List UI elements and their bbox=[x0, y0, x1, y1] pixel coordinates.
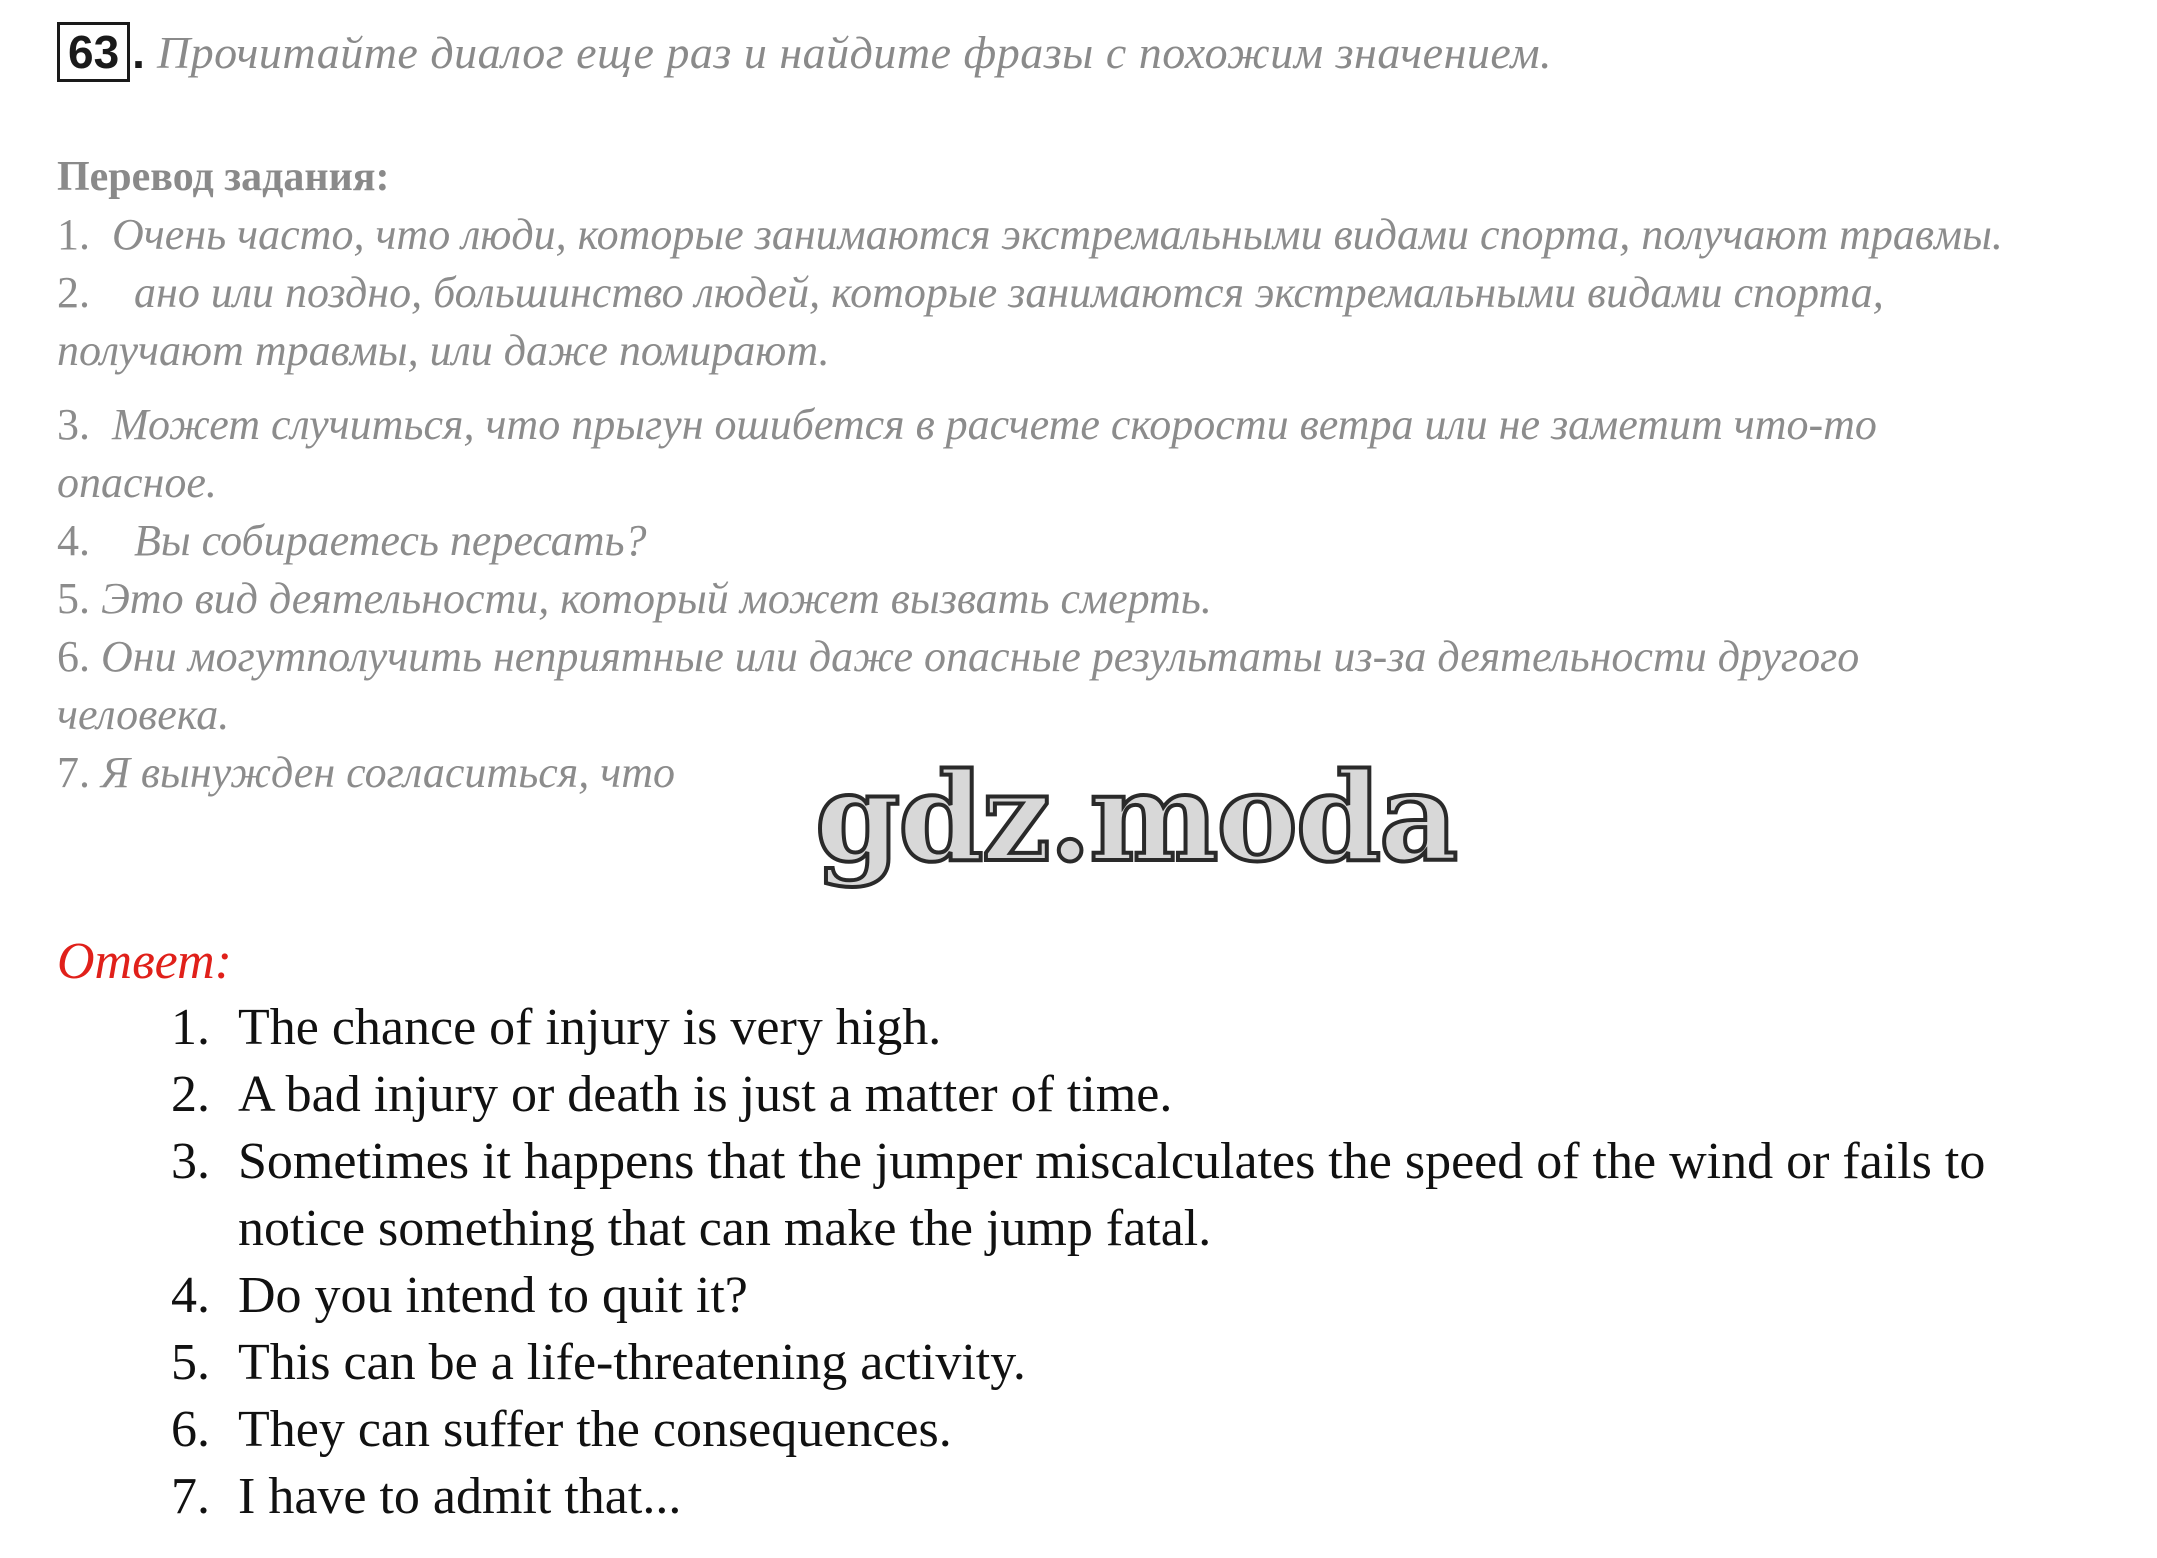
answer-label: Ответ: bbox=[57, 933, 232, 990]
answer-item-number: 7. bbox=[171, 1468, 210, 1525]
answer-item-number: 2. bbox=[171, 1066, 210, 1123]
task-header bbox=[57, 22, 1552, 82]
translation-item-number: 4. bbox=[57, 516, 90, 565]
answer-item-number: 1. bbox=[171, 999, 210, 1056]
translation-item-text: Очень часто, что люди, которые занимаются экстремальными видами спорта, получают травмы. bbox=[112, 210, 2003, 259]
translation-section bbox=[57, 148, 2017, 802]
answer-item-text: I have to admit that... bbox=[238, 1468, 682, 1525]
answer-item-number: 5. bbox=[171, 1334, 210, 1391]
answer-item-number: 6. bbox=[171, 1401, 210, 1458]
translation-heading: Перевод задания: bbox=[57, 154, 390, 200]
translation-item-text: Может случиться, что прыгун ошибется в расчете скорости ветра или не заметит что-то опасное. bbox=[57, 400, 1877, 507]
answer-section bbox=[57, 930, 2057, 1530]
task-number-dot: . bbox=[132, 26, 145, 78]
watermark-logo: gdz.moda bbox=[815, 745, 1457, 889]
translation-item-6 bbox=[57, 628, 2017, 744]
answer-item-text: They can suffer the consequences. bbox=[238, 1401, 952, 1458]
translation-item-5 bbox=[57, 570, 2017, 628]
translation-item-3 bbox=[57, 396, 2017, 512]
answer-item-number: 4. bbox=[171, 1267, 210, 1324]
answer-item-4 bbox=[57, 1262, 2057, 1329]
answer-item-text: Sometimes it happens that the jumper miscalculates the speed of the wind or fails to notice something that can make the jump fatal. bbox=[238, 1133, 1986, 1257]
translation-item-4 bbox=[57, 512, 2017, 570]
answer-item-3 bbox=[57, 1128, 2057, 1262]
translation-item-number: 6. bbox=[57, 632, 90, 681]
translation-item-number: 7. bbox=[57, 748, 90, 797]
translation-item-number: 2. bbox=[57, 268, 90, 317]
answer-list bbox=[57, 994, 2057, 1530]
answer-item-text: This can be a life-threatening activity. bbox=[238, 1334, 1026, 1391]
task-instruction: Прочитайте диалог еще раз и найдите фразы с похожим значением. bbox=[156, 26, 1553, 78]
translation-item-text: ано или поздно, большинство людей, которые занимаются экстремальными видами спорта, получают травмы, или даже помирают. bbox=[57, 268, 1884, 375]
answer-item-7 bbox=[57, 1463, 2057, 1530]
answer-item-5 bbox=[57, 1329, 2057, 1396]
answer-item-text: Do you intend to quit it? bbox=[238, 1267, 748, 1324]
answer-item-1 bbox=[57, 994, 2057, 1061]
translation-item-text: Они могутполучить неприятные или даже опасные результаты из-за деятельности другого человека. bbox=[57, 632, 1860, 739]
translation-item-2 bbox=[57, 264, 2017, 380]
translation-item-number: 1. bbox=[57, 210, 90, 259]
answer-item-text: A bad injury or death is just a matter of time. bbox=[238, 1066, 1173, 1123]
translation-item-number: 3. bbox=[57, 400, 90, 449]
translation-item-text: Это вид деятельности, который может вызвать смерть. bbox=[101, 574, 1212, 623]
answer-item-2 bbox=[57, 1061, 2057, 1128]
answer-item-number: 3. bbox=[171, 1133, 210, 1190]
answer-item-6 bbox=[57, 1396, 2057, 1463]
task-number-box: 63 bbox=[57, 22, 130, 82]
answer-item-text: The chance of injury is very high. bbox=[238, 999, 942, 1056]
translation-item-text: Вы собираетесь пересать? bbox=[134, 516, 647, 565]
translation-item-number: 5. bbox=[57, 574, 90, 623]
translation-item-1 bbox=[57, 206, 2017, 264]
translation-item-text: Я вынужден согласиться, что bbox=[101, 748, 675, 797]
